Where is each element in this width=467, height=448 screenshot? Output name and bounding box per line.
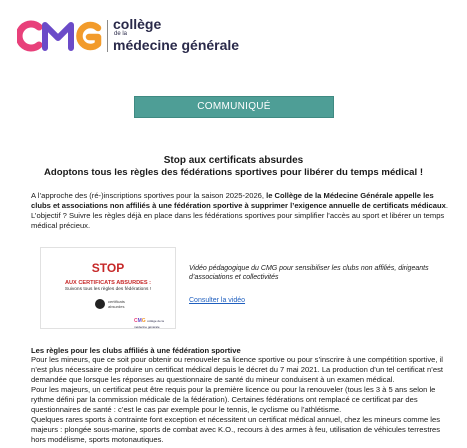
video-thumbnail-subtitle: AUX CERTIFICATS ABSURDES : (64, 280, 152, 286)
video-description: Vidéo pédagogique du CMG pour sensibiliser les clubs non affiliés, dirigeants d’associations et collectivités (189, 265, 429, 281)
video-thumbnail-stop: STOP (91, 261, 125, 275)
communique-banner: COMMUNIQUÉ (134, 96, 334, 118)
paragraph-adults: Pour les majeurs, un certificat peut être requis pour la première licence ou pour la renouveler (tous les 3 à 5 ans selon le rythme défini par la commission médicale de la fédération). Certaines fédérations ont remplacé ce certificat par des questionnaires de santé : c’est le cas par exemple pour le tennis, le cyclisme ou l’athlétisme. (31, 385, 436, 414)
section-body (31, 355, 451, 445)
video-thumbnail-logo (134, 318, 175, 330)
page-title: Stop aux certificats absurdes (163, 155, 304, 166)
page-subtitle: Adoptons tous les règles des fédérations sportives pour libérer du temps médical ! (43, 167, 424, 178)
video-logo-c: C (134, 318, 138, 324)
video-thumbnail-tagline: Suivons tous les règles des fédérations ! (64, 287, 152, 292)
cmg-logo-mark-icon (17, 20, 103, 52)
video-thumbnail-cert-label: certificats absurdes (108, 299, 125, 309)
intro-part-2-bold: le Collège de la Médecine Générale appelle les clubs et associations non affiliés à une fédération sportive à supprimer l’exigence annuelle de certificats médicaux (31, 191, 446, 210)
logo-line-3: médecine générale (113, 37, 240, 53)
paragraph-exceptions: Quelques rares sports à contrainte font exception et nécessitent un certificat médical annuel, chez les mineurs comme les majeurs : plongée sous-marine, sports de combat avec K.O., recours à des armes à feu, utilisation de véhicules terrestres hors modélisme, sports motonautiques. (31, 415, 441, 444)
video-logo-g: G (141, 318, 146, 324)
intro-part-1: A l’approche des (ré-)inscriptions sportives pour la saison 2025-2026, (31, 191, 267, 200)
intro-paragraph (31, 191, 451, 231)
intro-part-3: . L’objectif ? Suivre les règles déjà en place dans les fédérations sportives pour simplifier l’accès au sport et libérer un temps médical précieux. (31, 201, 448, 230)
cmg-logo (17, 16, 277, 56)
section-heading: Les règles pour les clubs affiliés à une fédération sportive (31, 346, 241, 355)
logo-wordmark (113, 17, 239, 53)
video-logo-m: M (137, 318, 142, 324)
logo-line-1: collège (113, 16, 162, 32)
logo-line-2: de la (114, 31, 128, 37)
video-thumbnail[interactable] (40, 247, 176, 329)
person-icon (95, 299, 105, 309)
video-logo-text: collège de la médecine générale (134, 319, 164, 329)
paragraph-minors: Pour les mineurs, que ce soit pour obtenir ou renouveler sa licence sportive ou pour s’inscrire à une compétition sportive, il n’est plus nécessaire de produire un certificat médical depuis le décret du 7 mai 2021. La production d’un tel certificat n’est demandée que lorsque les réponses au questionnaire de santé du mineur conduisent à un examen médical. (31, 355, 443, 384)
watch-video-link[interactable]: Consulter la vidéo (189, 297, 246, 304)
logo-separator (107, 20, 108, 52)
